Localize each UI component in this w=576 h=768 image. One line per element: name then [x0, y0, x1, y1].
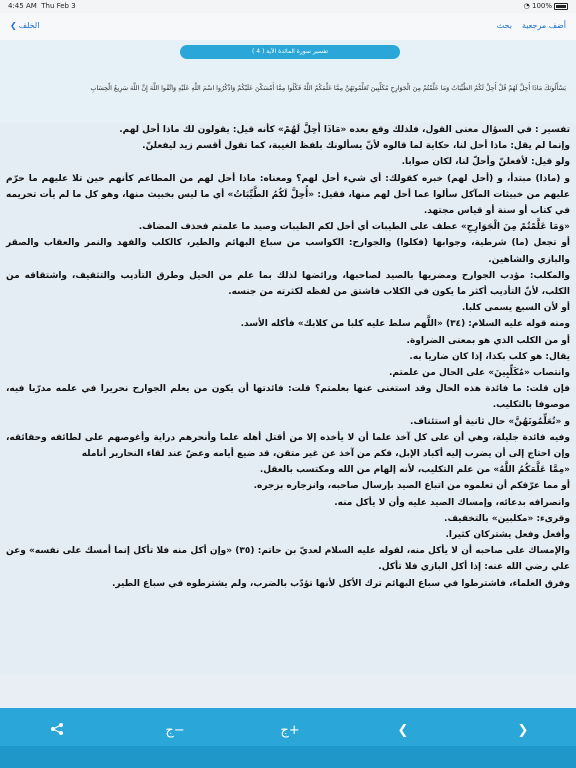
bottom-toolbar: [0, 708, 576, 768]
tafsir-paragraph: فإن قلت: ما فائدة هذه الحال وقد استغنى عنها بعلمتم؟ قلت: فائدتها أن يكون من يعلم الجوارح نحريرا في علمه مدرّبا فيه، موصوفا بالتكليب.: [6, 384, 570, 411]
battery-percent: 100%: [531, 2, 552, 10]
tafsir-paragraph: أو مما عرّفكم أن تعلموه من اتباع الصيد بإرسال صاحبه، وانزجاره بزجره.: [253, 481, 570, 492]
chevron-left-icon: ❮: [10, 21, 17, 30]
share-button[interactable]: [42, 722, 72, 740]
navigation-bar: [0, 13, 576, 41]
verse-text: يَسْأَلُونَكَ مَاذَا أُحِلَّ لَهُمْ قُلْ أُحِلَّ لَكُمُ الطَّيِّبَاتُ وَمَا عَلَّمْتُمْ مِنَ الْجَوَارِحِ مُكَلِّبِينَ تُعَلِّمُونَهُنَّ مِمَّا عَلَّمَكُمُ اللَّهُ فَكُلُوا مِمَّا أَمْسَكْنَ عَلَيْكُمْ وَاذْكُرُوا اسْمَ اللَّهِ عَلَيْهِ وَاتَّقُوا اللَّهَ إِنَّ اللَّهَ سَرِيعُ الْحِسَابِ: [90, 84, 566, 92]
next-button[interactable]: [508, 722, 538, 740]
chevron-left-icon: ❮: [397, 723, 409, 738]
chevron-right-icon: ❯: [517, 723, 529, 738]
tafsir-paragraph: «مِمَّا عَلَّمَكُمُ اللَّهُ» من علم التكليب، لأنه إلهام من الله ومكتسب بالعقل.: [259, 465, 570, 476]
wifi-icon: ◔: [523, 2, 530, 10]
status-bar: [0, 0, 576, 13]
verse-header: [0, 40, 576, 123]
status-time: 4:45 AM: [8, 2, 37, 10]
tafsir-paragraph: وفرق العلماء، فاشترطوا في سباع البهائم ترك الأكل لأنها تؤدّب بالضرب، ولم يشترطوه في سباع الطير.: [111, 578, 570, 589]
font-increase-button[interactable]: ج+: [280, 723, 300, 738]
back-label: الخلف: [18, 21, 40, 30]
tafsir-paragraph: والمكلب: مؤدب الجوارح ومضريها بالصيد لصاحبها، ورائضها لذلك بما علم من الحيل وطرق التأديب والتثقيف، واشتقاقه من الكلب، لأنّ التأديب أكثر ما يكون في الكلاب فاشتق من لفظه لكثرته من جنسه.: [6, 270, 570, 298]
tafsir-paragraph: وفيه فائدة جليلة، وهي أن على كل آخذ علما أن لا يأخذه إلا من أقتل أهله علما وأنحرهم دراية وأغوصهم على لطائفه وحقائقه، وإن احتاج إلى أن يضرب إليه أكباد الإبل، فكم من آخذ عن غير متقن، قد ضيع أيامه وعضّ عند لقاء النحارير أنامله: [6, 432, 570, 460]
back-button[interactable]: [10, 21, 39, 30]
previous-button[interactable]: [388, 722, 418, 740]
tafsir-paragraph: تفسير : في السؤال معنى القول، فلذلك وقع بعده «مَاذَا أُحِلَّ لَهُمْ» كأنه قيل: يقولون لك ماذا أحل لهم.: [119, 125, 570, 135]
search-button[interactable]: بحث: [496, 21, 512, 30]
tafsir-paragraph: ومنه قوله عليه السلام: (٣٤) «اللَّهم سلط عليه كلبا من كلابك» فأكله الأسد.: [240, 319, 570, 330]
tafsir-paragraph: وإنما لم يقل: ماذا أحل لنا، حكاية لما قالوه لأنّ يسألونك بلفظ الغيبة، كما تقول أقسم زيد ليفعلنّ.: [142, 141, 570, 152]
tafsir-paragraph: وأفعل وفعل يشتركان كثيرا.: [445, 530, 570, 541]
share-icon: [50, 722, 64, 736]
add-bookmark-button[interactable]: أضف مرجعية: [521, 21, 566, 30]
surah-title: تفسير سورة المائدة الآية ( 4 ): [180, 45, 400, 59]
tafsir-paragraph: يقال: هو كلب بكذا، إذا كان ضاريا به.: [409, 351, 570, 362]
tafsir-paragraph: «وَمَا عَلَّمْتُمْ مِنَ الْجَوَارِحِ» عطف على الطيبات أي أحل لكم الطيبات وصيد ما علمتم فحذف المضاف.: [138, 222, 570, 233]
tafsir-paragraph: أو من الكلب الذي هو بمعنى الضراوة.: [406, 335, 570, 346]
tafsir-paragraph: أو تجعل (ما) شرطية، وجوابها (فكلوا) والجوارح: الكواسب من سباع البهائم والطير، كالكلب والفهد والنمر والعقاب والصقر والبازي والشاهين.: [6, 238, 570, 265]
battery-icon: [554, 3, 568, 10]
tafsir-paragraph: وانصرافه بدعائه، وإمساك الصيد عليه وأن لا يأكل منه.: [334, 497, 570, 508]
status-date: Thu Feb 3: [41, 2, 76, 10]
font-decrease-button[interactable]: ج−: [165, 723, 185, 738]
tafsir-paragraph: أو لأن السبع يسمى كلبا.: [461, 303, 570, 314]
tafsir-paragraph: و «تُعَلِّمُونَهُنَّ» حال ثانية أو استئناف.: [410, 416, 570, 427]
tafsir-paragraph: وقرىء: «مكلبين» بالتخفيف.: [444, 513, 570, 524]
tafsir-paragraph: ولو قيل: لأفعلنّ وأحلّ لنا، لكان صوابا.: [401, 157, 570, 168]
home-indicator-area: [0, 746, 576, 768]
tafsir-paragraph: والإمساك على صاحبه أن لا يأكل منه، لقوله عليه السلام لعديّ بن حاتم: (٣٥) «وإن أكل منه فلا تأكل إنما أمسك على نفسه» وعن علي رضي الله عنه: إذا أكل البازي فلا تأكل.: [6, 546, 570, 573]
tafsir-paragraph: وانتصاب «مُكَلِّبِينَ» على الحال من علمتم.: [389, 368, 570, 379]
tafsir-content[interactable]: [0, 122, 576, 674]
tafsir-paragraph: و (ماذا) مبتدأ، و (أحل لهم) خبره كقولك: أي شيء أحل لهم؟ ومعناه: ماذا أحل لهم من المطاعم كأنهم حين تلا عليهم ما حرّم عليهم من خبيثات المآكل سألوا عما أحل لهم منها، فقيل: «أُحِلَّ لَكُمُ الطَّيِّبَاتُ» أي ما ليس بخبيث منها، وهو كل ما لم يأت تحريمه في كتاب أو سنة أو قياس مجتهد.: [6, 173, 570, 217]
